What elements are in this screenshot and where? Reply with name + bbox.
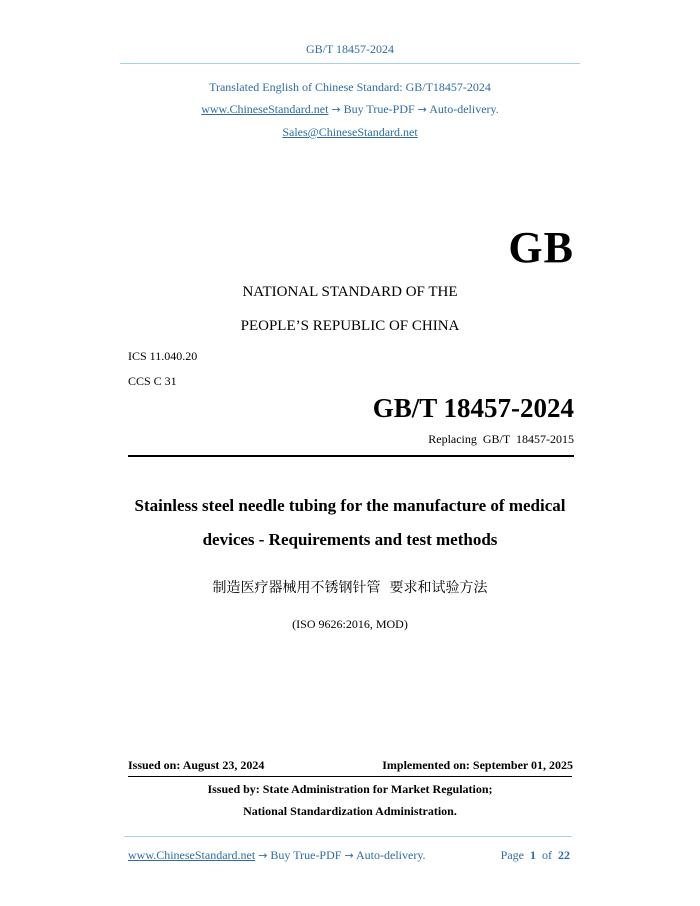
replacing-note: Replacing GB/T 18457-2015 bbox=[428, 432, 574, 446]
gb-logo: GB bbox=[508, 223, 574, 272]
national-line-2: PEOPLE’S REPUBLIC OF CHINA bbox=[240, 318, 460, 334]
footer-buy-text: Buy True-PDF bbox=[270, 848, 342, 862]
national-line-1: NATIONAL STANDARD OF THE bbox=[242, 284, 458, 300]
page-label: Page bbox=[500, 848, 524, 862]
issued-on: Issued on: August 23, 2024 bbox=[128, 758, 265, 772]
page-total: 22 bbox=[558, 848, 570, 862]
page-current: 1 bbox=[530, 848, 536, 862]
footer-delivery-text: Auto-delivery. bbox=[356, 848, 426, 862]
right-arrow-icon: → bbox=[344, 849, 354, 862]
chinese-title: 制造医疗器械用不锈钢针管 要求和试验方法 bbox=[212, 580, 488, 596]
title-line-1: Stainless steel needle tubing for the manufacture of medical bbox=[134, 496, 566, 515]
issue-divider bbox=[128, 776, 572, 777]
right-arrow-icon: → bbox=[258, 849, 268, 862]
standard-number: GB/T 18457-2024 bbox=[372, 393, 574, 423]
translated-line: Translated English of Chinese Standard: GB/T18457-2024 bbox=[209, 80, 491, 94]
footer-divider bbox=[124, 836, 572, 837]
running-title: GB/T 18457-2024 bbox=[305, 42, 395, 56]
ccs-code: CCS C 31 bbox=[128, 374, 177, 388]
implemented-on: Implemented on: September 01, 2025 bbox=[382, 758, 573, 772]
title-divider bbox=[128, 455, 574, 457]
email-link[interactable]: Sales@ChineseStandard.net bbox=[282, 125, 418, 139]
delivery-text: Auto-delivery. bbox=[429, 102, 499, 116]
page-of: of bbox=[542, 848, 552, 862]
title-line-2: devices - Requirements and test methods bbox=[202, 530, 498, 549]
iso-reference: (ISO 9626:2016, MOD) bbox=[292, 617, 408, 631]
issued-by-line-2: National Standardization Administration. bbox=[243, 804, 457, 818]
footer-site-link[interactable]: www.ChineseStandard.net bbox=[128, 848, 256, 862]
header-link-line bbox=[0, 102, 700, 117]
right-arrow-icon: → bbox=[417, 103, 427, 116]
site-link[interactable]: www.ChineseStandard.net bbox=[201, 102, 329, 116]
email-line bbox=[0, 125, 700, 140]
issued-by-line-1: Issued by: State Administration for Market Regulation; bbox=[207, 782, 493, 796]
ics-code: ICS 11.040.20 bbox=[128, 349, 198, 363]
page-indicator bbox=[501, 848, 570, 863]
header-divider bbox=[120, 63, 580, 64]
buy-text: Buy True-PDF bbox=[343, 102, 415, 116]
footer-link-line bbox=[128, 848, 426, 863]
right-arrow-icon: → bbox=[331, 103, 341, 116]
